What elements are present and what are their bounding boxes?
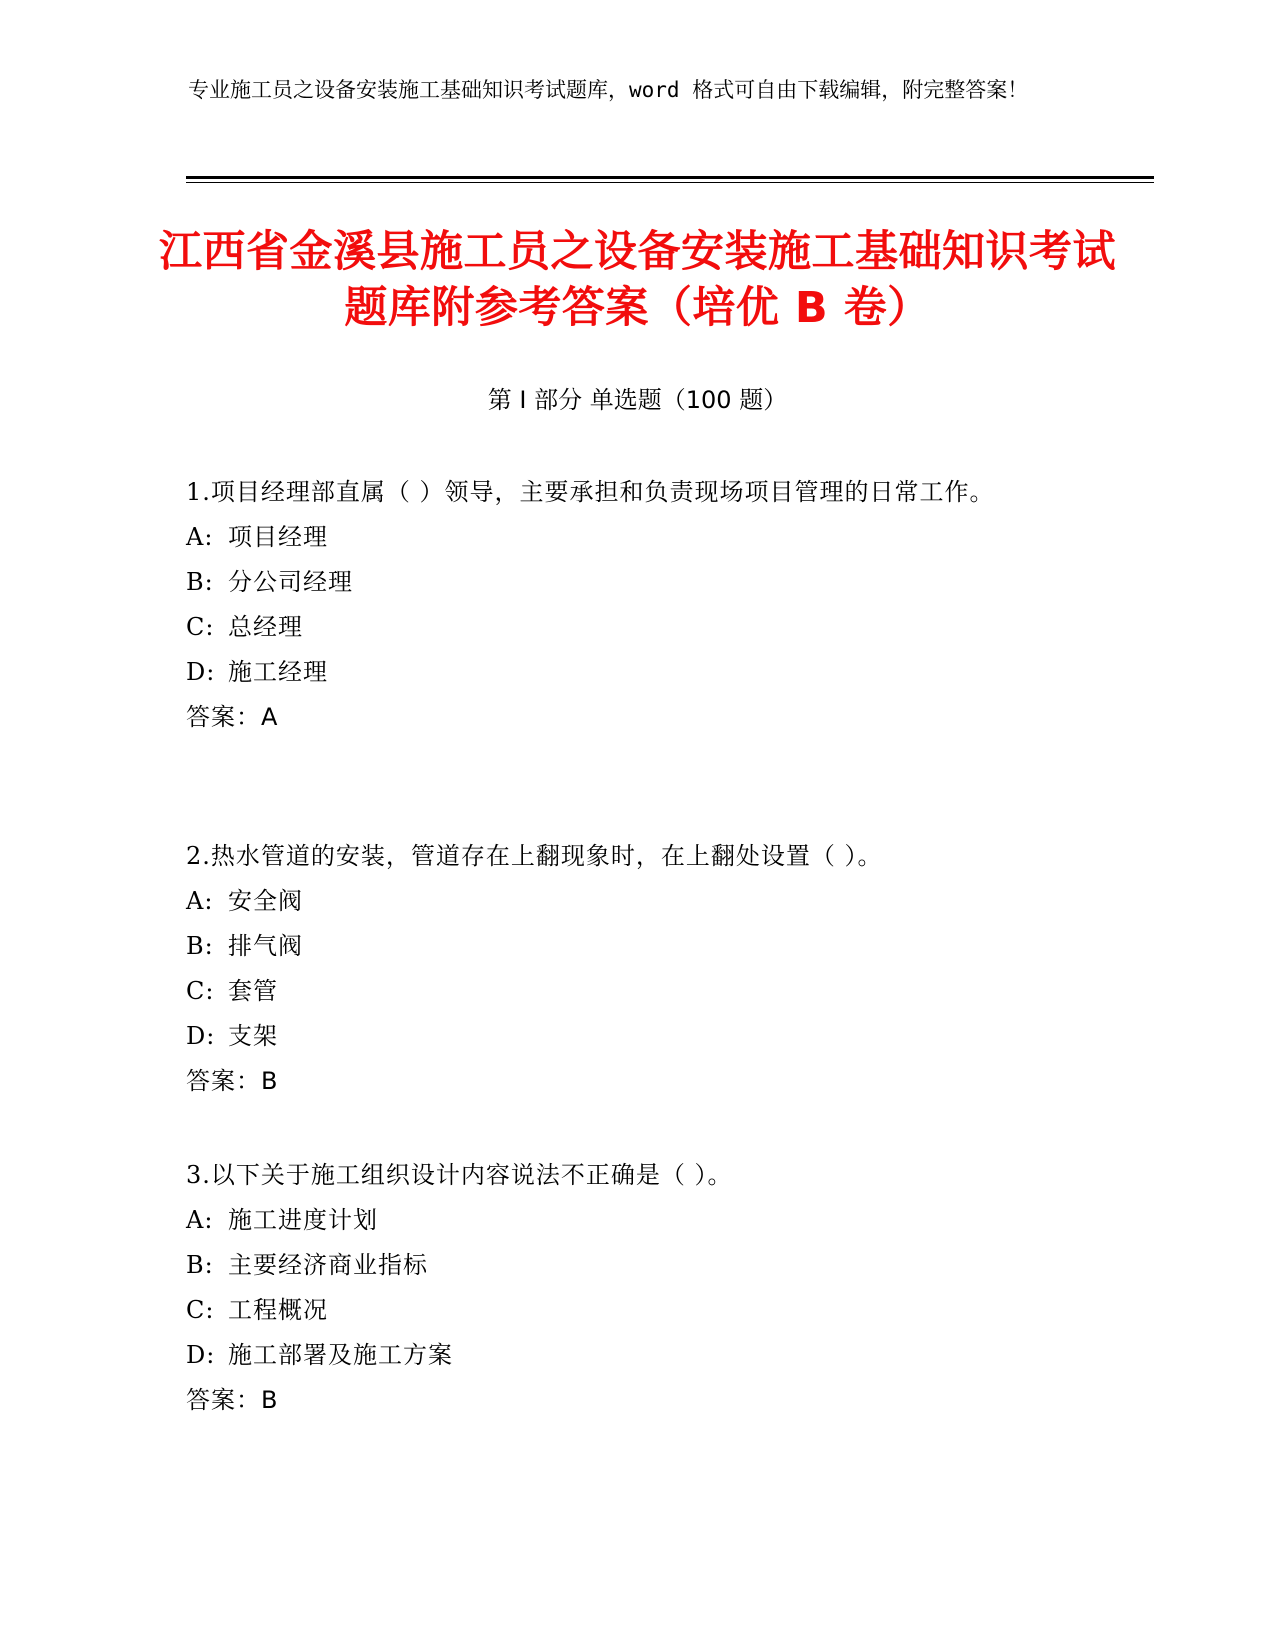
answer-line: 答案：B bbox=[186, 1067, 279, 1095]
option-text: 施工部署及施工方案 bbox=[228, 1341, 453, 1369]
option-key: D: bbox=[186, 1341, 216, 1369]
question-2 bbox=[186, 834, 1086, 1104]
option-c bbox=[186, 969, 1086, 1014]
option-text: 套管 bbox=[228, 977, 278, 1005]
option-text: 安全阀 bbox=[228, 887, 303, 915]
header-rule-thin bbox=[186, 182, 1154, 183]
option-a bbox=[186, 515, 1086, 560]
option-c bbox=[186, 1288, 1086, 1333]
question-3 bbox=[186, 1153, 1086, 1423]
question-1 bbox=[186, 470, 1086, 740]
option-b bbox=[186, 560, 1086, 605]
option-text: 施工经理 bbox=[228, 658, 328, 686]
question-stem: 1.项目经理部直属（ ）领导，主要承担和负责现场项目管理的日常工作。 bbox=[186, 478, 995, 506]
option-a bbox=[186, 1198, 1086, 1243]
option-text: 排气阀 bbox=[228, 932, 303, 960]
option-key: C: bbox=[186, 1296, 215, 1324]
option-key: B: bbox=[186, 932, 214, 960]
option-key: A: bbox=[186, 887, 214, 915]
option-text: 施工进度计划 bbox=[228, 1206, 378, 1234]
option-key: D: bbox=[186, 658, 216, 686]
option-text: 总经理 bbox=[228, 613, 303, 641]
option-key: B: bbox=[186, 568, 214, 596]
option-text: 工程概况 bbox=[228, 1296, 328, 1324]
option-text: 主要经济商业指标 bbox=[228, 1251, 428, 1279]
option-b bbox=[186, 924, 1086, 969]
header-intro: 专业施工员之设备安装施工基础知识考试题库，word 格式可自由下载编辑，附完整答案！ bbox=[188, 78, 1029, 102]
option-key: A: bbox=[186, 1206, 214, 1234]
option-key: C: bbox=[186, 613, 215, 641]
question-stem: 3.以下关于施工组织设计内容说法不正确是（ ）。 bbox=[186, 1161, 733, 1189]
document-title: 江西省金溪县施工员之设备安装施工基础知识考试题库附参考答案（培优 B 卷） bbox=[159, 227, 1116, 333]
section-heading: 第 I 部分 单选题（100 题） bbox=[487, 386, 788, 414]
option-d bbox=[186, 1333, 1086, 1378]
answer-line: 答案：B bbox=[186, 1386, 279, 1414]
option-text: 项目经理 bbox=[228, 523, 328, 551]
option-text: 分公司经理 bbox=[228, 568, 353, 596]
option-d bbox=[186, 650, 1086, 695]
option-c bbox=[186, 605, 1086, 650]
option-key: D: bbox=[186, 1022, 216, 1050]
option-d bbox=[186, 1014, 1086, 1059]
option-a bbox=[186, 879, 1086, 924]
option-key: C: bbox=[186, 977, 215, 1005]
answer-line: 答案：A bbox=[186, 703, 279, 731]
option-text: 支架 bbox=[228, 1022, 278, 1050]
option-key: A: bbox=[186, 523, 214, 551]
option-b bbox=[186, 1243, 1086, 1288]
option-key: B: bbox=[186, 1251, 214, 1279]
header-rule-thick bbox=[186, 176, 1154, 179]
question-stem: 2.热水管道的安装，管道存在上翻现象时，在上翻处设置（ ）。 bbox=[186, 842, 883, 870]
